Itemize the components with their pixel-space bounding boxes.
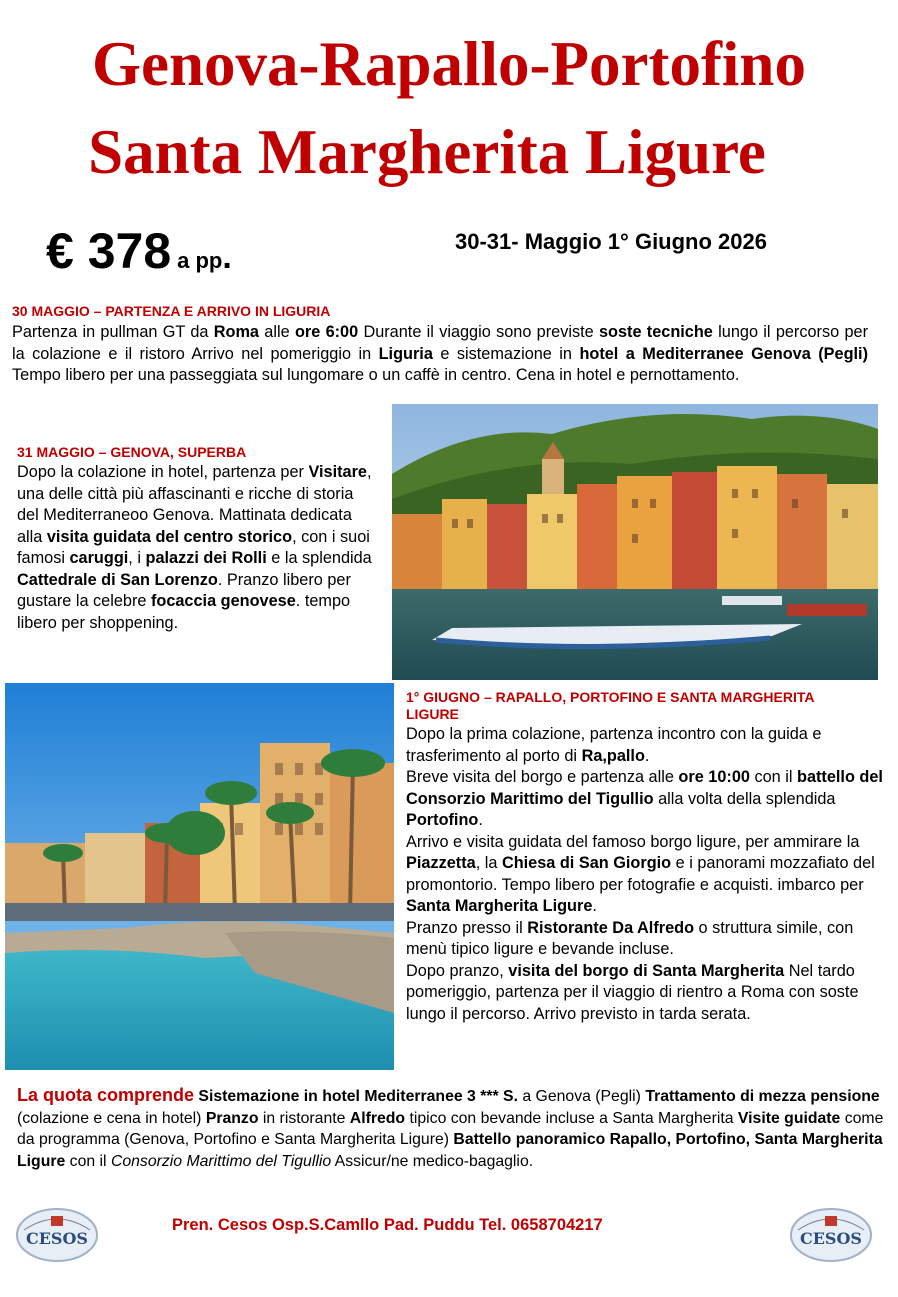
bold-text-run: Trattamento di mezza pensione bbox=[645, 1088, 880, 1105]
text-run: e sistemazione in bbox=[432, 344, 580, 363]
text-run: Breve visita del borgo e partenza alle bbox=[406, 768, 679, 786]
bold-text-run: focaccia genovese bbox=[150, 592, 296, 610]
text-run: Nel tardo pomeriggio, partenza per il viaggio di rientro a Roma con soste lungo il percorso. Arrivo previsto in tarda serata. bbox=[406, 961, 859, 1023]
price bbox=[46, 222, 232, 280]
portofino-harbour-photo bbox=[392, 404, 878, 680]
text-run: a Genova (Pegli) bbox=[517, 1088, 646, 1105]
text-run: Partenza in pullman GT da bbox=[12, 323, 214, 341]
text-run: , con i suoi famosi bbox=[17, 527, 370, 567]
bold-text-run: palazzi dei Rolli bbox=[145, 549, 267, 567]
italic-text-run: Consorzio Marittimo del Tigullio bbox=[110, 1152, 332, 1170]
bold-text-run: Roma bbox=[213, 323, 259, 341]
text-run: alla volta della splendida bbox=[653, 789, 836, 808]
day1-heading: 30 MAGGIO – PARTENZA E ARRIVO IN LIGURIA bbox=[12, 303, 331, 319]
text-run: in ristorante bbox=[258, 1109, 350, 1127]
bold-text-run: caruggi bbox=[69, 549, 129, 567]
text-run: con il bbox=[65, 1152, 111, 1170]
text-run: Assicur/ne medico-bagaglio. bbox=[331, 1152, 534, 1170]
bold-text-run: Cattedrale di San Lorenzo bbox=[17, 570, 218, 589]
text-run: , i bbox=[128, 549, 146, 567]
bold-text-run: Ristorante Da Alfredo bbox=[527, 918, 695, 937]
bold-text-run: Alfredo bbox=[349, 1109, 406, 1127]
bold-text-run: soste tecniche bbox=[598, 323, 713, 341]
price-includes bbox=[17, 1085, 889, 1172]
text-run: Dopo la prima colazione, partenza incontro con la guida e trasferimento al porto di bbox=[406, 725, 822, 765]
bold-text-run: Santa Margherita Ligure bbox=[406, 897, 593, 915]
day2-heading: 31 MAGGIO – GENOVA, SUPERBA bbox=[17, 444, 247, 460]
text-run: , la bbox=[475, 854, 502, 872]
text-run: (colazione e cena in hotel) bbox=[17, 1109, 206, 1127]
text-run: . tempo libero per shoppening. bbox=[17, 592, 351, 632]
bold-text-run: Sistemazione in hotel Mediterranee 3 *** S. bbox=[198, 1088, 518, 1105]
bold-text-run: hotel a Mediterranee Genova (Pegli) bbox=[579, 344, 868, 363]
bold-text-run: Battello panoramico Rapallo, Portofino, Santa Margherita Ligure bbox=[17, 1131, 883, 1170]
santa-margherita-seafront-photo bbox=[5, 683, 394, 1070]
text-run: Durante il viaggio sono previste bbox=[358, 323, 599, 341]
bold-text-run: battello del Consorzio Marittimo del Tigullio bbox=[406, 768, 883, 808]
day3-heading: 1° GIUGNO – RAPALLO, PORTOFINO E SANTA MARGHERITA LIGURE bbox=[406, 689, 814, 722]
cesos-logo-right bbox=[786, 1200, 876, 1270]
text-run: Dopo la colazione in hotel, partenza per bbox=[17, 463, 309, 481]
price-dot: . bbox=[222, 238, 232, 276]
text-run: Dopo pranzo, bbox=[406, 961, 509, 980]
bold-text-run: ore 6:00 bbox=[294, 323, 359, 341]
text-run: . bbox=[644, 746, 650, 765]
text-run: lungo il percorso per la colazione e il ristoro Arrivo nel pomeriggio in bbox=[12, 323, 868, 363]
logo-text-right: CESOS bbox=[800, 1229, 862, 1248]
price-value: € 378 bbox=[46, 223, 172, 279]
bold-text-run: Ra,pallo bbox=[581, 746, 645, 765]
bold-text-run: Visitare bbox=[308, 463, 367, 481]
trip-dates: 30-31- Maggio 1° Giugno 2026 bbox=[455, 229, 767, 254]
text-run: Arrivo e visita guidata del famoso borgo ligure, per ammirare la bbox=[406, 832, 860, 851]
day3-text bbox=[406, 724, 884, 1025]
text-run: , una delle città più affascinanti e ricche di storia del Mediterraneoo Genova. Mattinata dedicata alla bbox=[17, 463, 372, 546]
booking-contact: Pren. Cesos Osp.S.Camllo Pad. Puddu Tel. 0658704217 bbox=[172, 1216, 603, 1234]
price-suffix: a pp bbox=[177, 248, 223, 273]
text-run: . bbox=[592, 897, 597, 915]
text-run: come da programma (Genova, Portofino e Santa Margherita Ligure) bbox=[17, 1109, 884, 1148]
title-line-1: Genova-Rapallo-Portofino bbox=[92, 29, 806, 99]
title-line-2: Santa Margherita Ligure bbox=[88, 117, 766, 187]
text-run: . bbox=[478, 811, 483, 829]
bold-text-run: Portofino bbox=[406, 811, 479, 829]
logo-text-left: CESOS bbox=[26, 1229, 88, 1248]
day2-text bbox=[17, 462, 377, 634]
bold-text-run: Liguria bbox=[378, 344, 433, 363]
day1-text bbox=[12, 322, 868, 387]
text-run: e i panorami mozzafiato del promontorio. Tempo libero per fotografie e acquisti. imbarco per bbox=[406, 854, 875, 894]
bold-text-run: Piazzetta bbox=[406, 854, 476, 872]
cesos-logo-left bbox=[12, 1200, 102, 1270]
text-run: Pranzo presso il bbox=[406, 918, 528, 937]
includes-lead: La quota comprende bbox=[17, 1085, 195, 1105]
text-run: . Pranzo libero per gustare la celebre bbox=[17, 570, 351, 610]
text-run: tipico con bevande incluse a Santa Margherita bbox=[405, 1109, 738, 1127]
bold-text-run: visita guidata del centro storico bbox=[46, 527, 293, 546]
text-run: e la splendida bbox=[266, 549, 372, 567]
text-run: o struttura simile, con menù tipico ligure e bevande incluse. bbox=[406, 918, 854, 958]
bold-text-run: Pranzo bbox=[205, 1109, 259, 1127]
bold-text-run: Visite guidate bbox=[737, 1109, 841, 1127]
bold-text-run: visita del borgo di Santa Margherita bbox=[508, 961, 785, 980]
text-run: con il bbox=[749, 768, 797, 786]
bold-text-run: Chiesa di San Giorgio bbox=[501, 854, 672, 872]
bold-text-run: ore 10:00 bbox=[678, 768, 750, 786]
text-run: alle bbox=[259, 323, 295, 341]
text-run: Tempo libero per una passeggiata sul lungomare o un caffè in centro. Cena in hotel e pernottamento. bbox=[12, 366, 740, 384]
